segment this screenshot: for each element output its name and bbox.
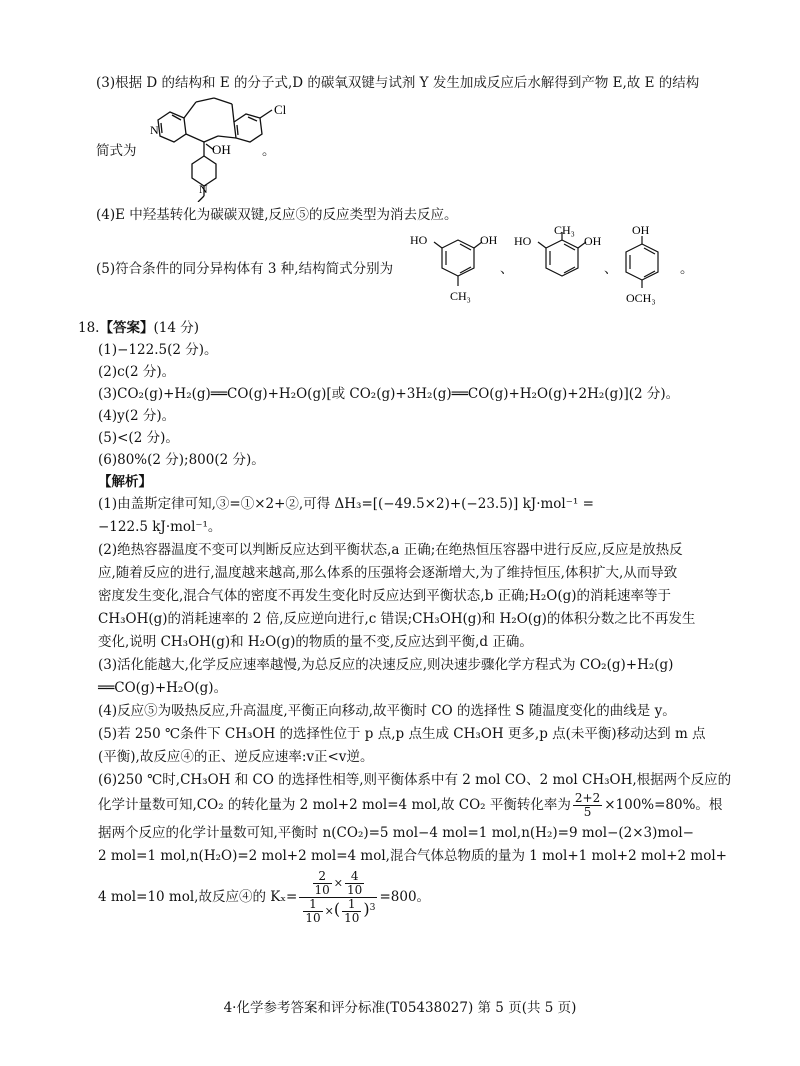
conversion-fraction [573, 792, 602, 819]
iso1-ch3: CH₃ [450, 289, 471, 303]
kx-n1: 2 [313, 870, 332, 884]
iso-end: 。 [680, 261, 694, 277]
analysis-5-line-2: (平衡),故反应④的正、逆反应速率:v正<v逆。 [98, 749, 374, 765]
isomer-3-image [614, 222, 684, 312]
analysis-6-line-5 [98, 866, 430, 928]
kx-times-1: × [333, 876, 344, 890]
analysis-3-line-1: (3)活化能越大,化学反应速率越慢,为总反应的决速反应,则决速步骤化学方程式为 CO₂(g)+H₂(g) [98, 657, 674, 673]
isomer-1-image [408, 228, 508, 308]
kx-frac-2 [345, 870, 364, 897]
q17-part3-prefix: 简式为 [96, 143, 137, 159]
kx-expression [299, 870, 377, 925]
q18-answer-3: (3)CO₂(g)+H₂(g)══CO(g)+H₂O(g)[或 CO₂(g)+3H₂(g)══CO(g)+H₂O(g)+2H₂(g)](2 分)。 [98, 386, 680, 402]
q18-answer-4: (4)y(2 分)。 [98, 408, 176, 424]
kx-d3: 10 [305, 911, 321, 925]
analysis-1-line-2: −122.5 kJ·mol⁻¹。 [98, 519, 222, 535]
analysis-6-line-3: 据两个反应的化学计量数可知,平衡时 n(CO₂)=5 mol−4 mol=1 mol,n(H₂)=9 mol−(2×3)mol− [98, 825, 694, 841]
kx-frac-4 [342, 898, 361, 925]
q17-part5-text: (5)符合条件的同分异构体有 3 种,结构简式分别为 [96, 261, 394, 277]
fraction-denominator: 5 [583, 805, 592, 819]
q18-score: (14 分) [153, 320, 199, 336]
analysis-2-line-3: 密度发生变化,混合气体的密度不再发生变化时反应达到平衡状态,b 正确;H₂O(g)的消耗速率等于 [98, 588, 671, 604]
analysis-6-line-5a: 4 mol=10 mol,故反应④的 Kₓ= [98, 889, 298, 905]
iso-separator-1: 、 [500, 261, 514, 277]
kx-exponent: 3 [369, 901, 376, 913]
kx-d1: 10 [314, 883, 330, 897]
analysis-4-line-1: (4)反应⑤为吸热反应,升高温度,平衡正向移动,故平衡时 CO 的选择性 S 随温度变化的曲线是 y。 [98, 703, 676, 719]
kx-d2: 10 [347, 883, 363, 897]
iso2-ho: HO [514, 234, 532, 248]
kx-n3: 1 [303, 898, 322, 912]
page-footer: 4·化学参考答案和评分标准(T05438027) 第 5 页(共 5 页) [223, 1000, 577, 1016]
analysis-1-line-1: (1)由盖斯定律可知,③=①×2+②,可得 ΔH₃=[(−49.5×2)+(−23.5)] kJ·mol⁻¹ = [98, 496, 594, 512]
q18-answer-2: (2)c(2 分)。 [98, 364, 176, 380]
iso-separator-2: 、 [604, 261, 618, 277]
struct-e-oh: OH [212, 142, 231, 157]
kx-n2: 4 [345, 870, 364, 884]
iso3-och3: OCH₃ [626, 291, 656, 305]
q18-answer-tag: 【答案】 [99, 320, 154, 336]
iso3-oh: OH [632, 223, 650, 237]
analysis-6-line-4: 2 mol=1 mol,n(H₂O)=2 mol+2 mol=4 mol,混合气体总物质的量为 1 mol+1 mol+2 mol+2 mol+ [98, 848, 727, 864]
analysis-6-line-2a: 化学计量数可知,CO₂ 的转化量为 2 mol+2 mol=4 mol,故 CO₂ 平衡转化率为 [98, 797, 571, 813]
iso1-oh: OH [480, 233, 498, 247]
q18-answer-5: (5)<(2 分)。 [98, 430, 179, 446]
analysis-2-line-1: (2)绝热容器温度不变可以判断反应达到平衡状态,a 正确;在绝热恒压容器中进行反应,反应是放热反 [98, 542, 683, 558]
analysis-6-line-5b: =800。 [379, 889, 431, 905]
kx-n4: 1 [342, 898, 361, 912]
q18-answer-6: (6)80%(2 分);800(2 分)。 [98, 452, 265, 468]
analysis-3-line-2: ══CO(g)+H₂O(g)。 [98, 680, 228, 696]
fraction-numerator: 2+2 [574, 791, 601, 805]
iso2-ch3: CH₃ [554, 226, 575, 237]
iso2-oh: OH [584, 234, 602, 248]
kx-frac-1 [313, 870, 332, 897]
q18-number: 18. [78, 320, 100, 336]
analysis-2-line-5: 变化,说明 CH₃OH(g)和 H₂O(g)的物质的量不变,反应达到平衡,d 正确。 [98, 634, 533, 650]
kx-times-2: × [324, 904, 334, 918]
kx-numerator [299, 870, 377, 898]
analysis-6-line-2 [98, 790, 722, 820]
analysis-6-line-1: (6)250 ℃时,CH₃OH 和 CO 的选择性相等,则平衡体系中有 2 mol CO、2 mol CH₃OH,根据两个反应的 [98, 772, 732, 788]
struct-e-n-ring: N [150, 123, 159, 137]
q18-answer-1: (1)−122.5(2 分)。 [98, 342, 218, 358]
analysis-6-line-2b: ×100%=80%。根 [604, 797, 723, 813]
analysis-2-line-4: CH₃OH(g)的消耗速率的 2 倍,反应逆向进行,c 错误;CH₃OH(g)和 H₂O(g)的体积分数之比不再发生 [98, 611, 696, 627]
iso1-ho: HO [410, 233, 428, 247]
analysis-2-line-2: 应,随着反应的进行,温度越来越高,那么体系的压强将会逐渐增大,为了维持恒压,体积扩大,从而导致 [98, 565, 678, 581]
q17-part3-text: (3)根据 D 的结构和 E 的分子式,D 的碳氧双键与试剂 Y 发生加成反应后水解得到产物 E,故 E 的结构 [96, 75, 700, 91]
kx-frac-3 [303, 898, 322, 925]
kx-d4: 10 [344, 911, 360, 925]
q18-analysis-tag: 【解析】 [98, 474, 152, 490]
struct-e-n-pip: N [199, 182, 208, 196]
q18-header [78, 319, 199, 337]
structure-e-image [148, 92, 308, 202]
analysis-5-line-1: (5)若 250 ℃条件下 CH₃OH 的选择性位于 p 点,p 点生成 CH₃OH 更多,p 点(未平衡)移动达到 m 点 [98, 726, 706, 742]
struct-e-cl: Cl [274, 102, 287, 117]
kx-denominator: $\frac{1}{10}$ ×( $\frac{1}{10}$ )$^3$ [305, 897, 376, 925]
q17-part4-text: (4)E 中羟基转化为碳碳双键,反应⑤的反应类型为消去反应。 [96, 207, 458, 223]
q17-part3-suffix: 。 [262, 143, 276, 159]
